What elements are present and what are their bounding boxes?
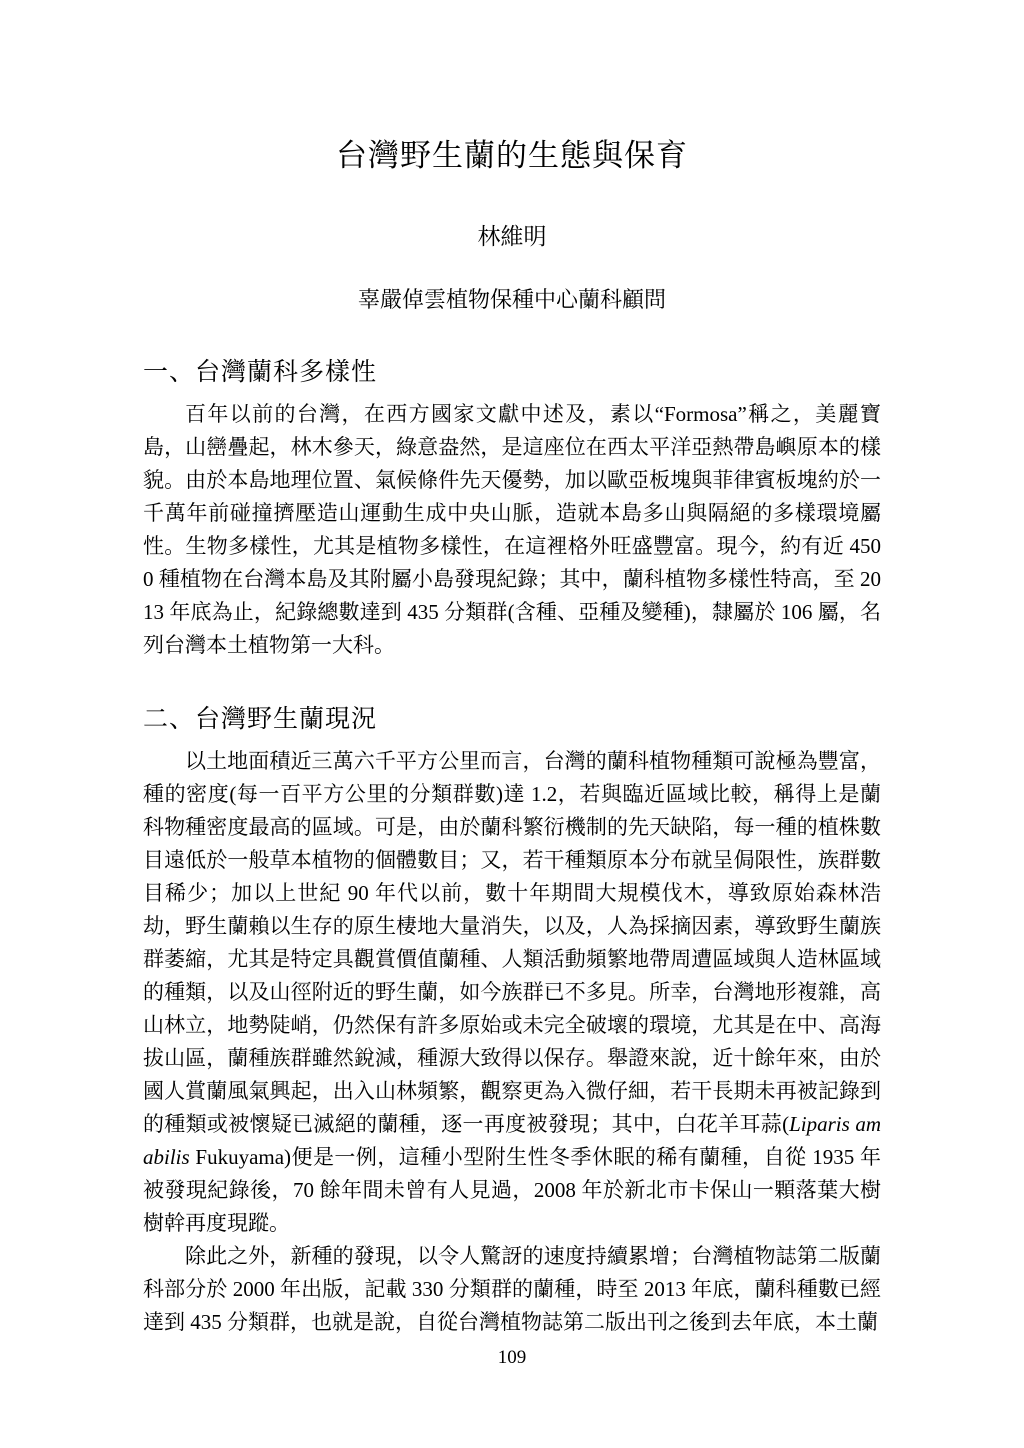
- text-run: 百年以前的台灣，在西方國家文獻中述及，素以“Formosa”稱之，美麗寶島，山巒疊起，林木參天，綠意盎然，是這座位在西太平洋亞熱帶島嶼原本的樣貌。由於本島地理位置、氣候條件先天優勢，加以歐亞板塊與菲律賓板塊約於一千萬年前碰撞擠壓造山運動生成中央山脈，造就本島多山與隔絕的多樣環境屬性。生物多樣性，尤其是植物多樣性，在這裡格外旺盛豐富。現今，約有近 4500 種植物在台灣本島及其附屬小島發現紀錄；其中，蘭科植物多樣性特高，至 2013 年底為止，紀錄總數達到 435 分類群(含種、亞種及變種)，隸屬於 106 屬，名列台灣本土植物第一大科。: [143, 402, 881, 657]
- author: 林維明: [477, 224, 547, 249]
- page-title: 台灣野生蘭的生態與保育: [336, 138, 688, 173]
- affiliation: 辜嚴倬雲植物保種中心蘭科顧問: [357, 287, 666, 312]
- page-number: 109: [497, 1347, 527, 1368]
- section-heading: 二、台灣野生蘭現況: [143, 706, 378, 733]
- text-run: 以土地面積近三萬六千平方公里而言，台灣的蘭科植物種類可說極為豐富，種的密度(每一百平方公里的分類群數)達 1.2，若與臨近區域比較，稱得上是蘭科物種密度最高的區域。可是，由於蘭科繁衍機制的先天缺陷，每一種的植株數目遠低於一般草本植物的個體數目；又，若干種類原本分布就呈侷限性，族群數目稀少；加以上世紀 90 年代以前，數十年期間大規模伐木，導致原始森林浩劫，野生蘭賴以生存的原生棲地大量消失，以及，人為採摘因素，導致野生蘭族群萎縮，尤其是特定具觀賞價值蘭種、人類活動頻繁地帶周遭區域與人造林區域的種類，以及山徑附近的野生蘭，如今族群已不多見。所幸，台灣地形複雜，高山林立，地勢陡峭，仍然保有許多原始或未完全破壞的環境，尤其是在中、高海拔山區，蘭種族群雖然銳減，種源大致得以保存。舉證來說，近十餘年來，由於國人賞蘭風氣興起，出入山林頻繁，觀察更為入微仔細，若干長期未再被記錄到的種類或被懷疑已滅絕的蘭種，逐一再度被發現；其中，白花羊耳蒜(: [143, 749, 881, 1136]
- paragraph: [143, 398, 881, 662]
- paragraph: [143, 1240, 881, 1339]
- latin-italic-text: Liparis amabilis: [143, 1112, 881, 1169]
- section-heading: 一、台灣蘭科多樣性: [143, 359, 378, 386]
- text-run: 除此之外，新種的發現，以令人驚訝的速度持續累增；台灣植物誌第二版蘭科部分於 2000 年出版，記載 330 分類群的蘭種，時至 2013 年底，蘭科種數已經達到 435 分類群，也就是說，自從台灣植物誌第二版出刊之後到去年底，本土蘭: [143, 1244, 881, 1334]
- document-body: [143, 355, 881, 1339]
- paragraph: [143, 745, 881, 1240]
- text-run: Fukuyama)便是一例，這種小型附生性冬季休眠的稀有蘭種，自從 1935 年被發現紀錄後，70 餘年間未曾有人見過，2008 年於新北市卡保山一顆落葉大樹樹幹再度現蹤。: [143, 1145, 881, 1235]
